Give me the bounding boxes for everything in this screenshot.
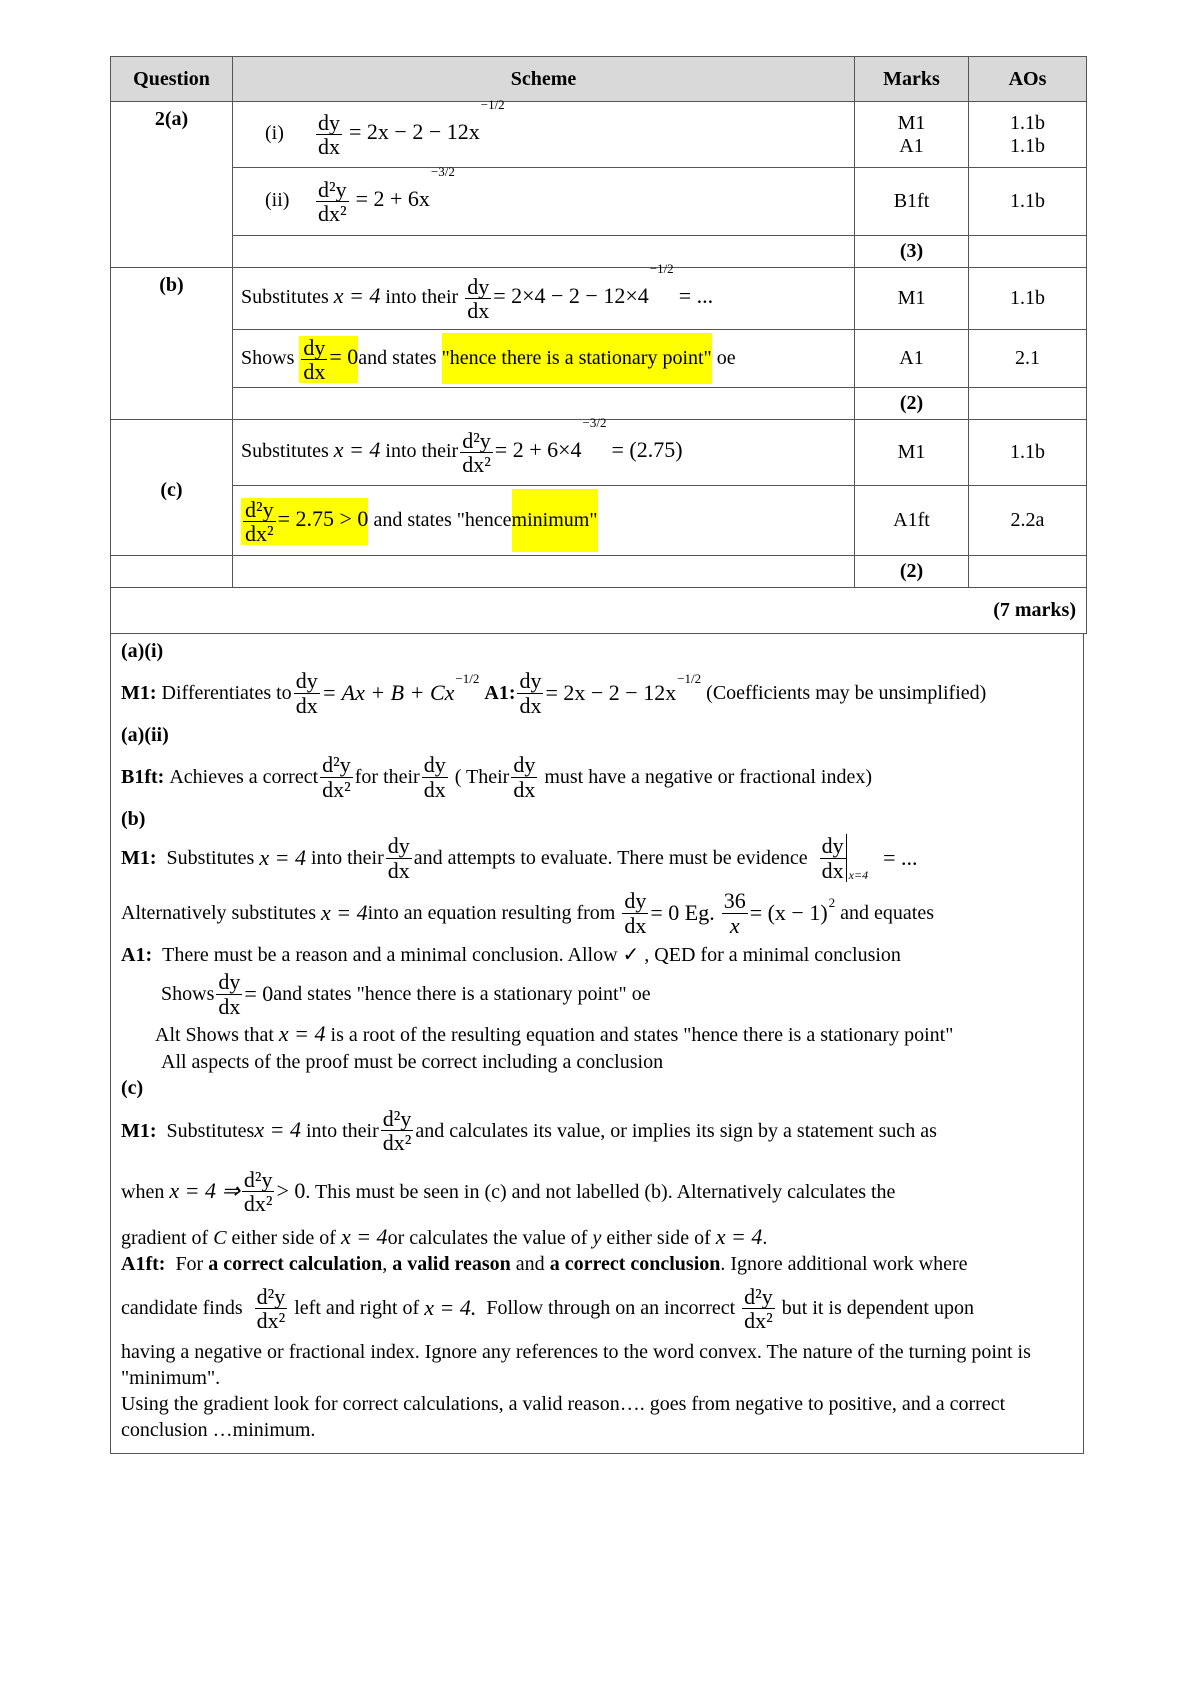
aos-2b-2: 2.1 xyxy=(969,330,1087,388)
total-marks: (7 marks) xyxy=(111,588,1087,634)
row-2a-subtotal xyxy=(111,236,1087,268)
header-question: Question xyxy=(111,57,233,102)
row-2c-subtotal xyxy=(111,556,1087,588)
dydx-fraction: $\frac{dy}{dx}$ xyxy=(318,109,340,159)
notes-allaspects: All aspects of the proof must be correct including a conclusion xyxy=(161,1050,664,1073)
highlight-second-derivative: $\frac{\text{d²y}}{\text{dx²}}$ = 2.75 > 0 xyxy=(241,498,368,545)
row-2b-1 xyxy=(111,268,1087,330)
notes-ca1-line: A1ft: For a correct calculation, a valid reason and a correct conclusion. Ignore additional work where xyxy=(121,1253,968,1276)
scheme-2a-ii: (ii) $\frac{\text{d²y}}{\text{dx²}}$ = 2 + 6x−3/2 xyxy=(233,168,855,236)
subtotal-2c: (2) xyxy=(855,556,969,588)
mark-scheme-page xyxy=(110,56,1086,1454)
notes-when-line: when x = 4 ⇒ $\frac{\text{d²y}}{\text{dx²}}$ > 0 . This must be seen in (c) and not labelled (b). Alternatively calculates the xyxy=(121,1167,896,1217)
header-scheme: Scheme xyxy=(233,57,855,102)
highlight-stationary-point: "hence there is a stationary point" xyxy=(442,333,712,384)
row-total xyxy=(111,588,1087,634)
row-2c-1 xyxy=(111,420,1087,486)
notes-alt-line: Alternatively substitutes x = 4 into an equation resulting from $\frac{dy}{dx}$ = 0 Eg. $\frac{36}{x}$ = (x − 1) 2 and equates xyxy=(121,888,935,938)
subtotal-2a: (3) xyxy=(855,236,969,268)
notes-candidate-line: candidate finds $\frac{\text{d²y}}{\text{dx²}}$ left and right of x = 4. Follow through on an incorrect $\frac{\text{d²y}}{\text{dx²}}$ but it is dependent upon xyxy=(121,1283,974,1333)
marks-2b-1: M1 xyxy=(855,268,969,330)
notes-c-heading: (c) xyxy=(121,1076,144,1099)
notes-ai-heading: (a)(i) xyxy=(121,640,164,662)
row-2a-i xyxy=(111,102,1087,168)
notes-shows-line: Shows $\frac{dy}{dx}$ = 0 and states "hence there is a stationary point" oe xyxy=(161,969,651,1019)
aos-2a-i: 1.1b 1.1b xyxy=(969,102,1087,168)
notes-using: Using the gradient look for correct calculations, a valid reason…. goes from negative to positive, and a correct conclusion …minimum. xyxy=(121,1393,1006,1442)
marks-2c-2: A1ft xyxy=(855,486,969,556)
notes-gradient-line: gradient of C either side of x = 4or calculates the value of y either side of x = 4. xyxy=(121,1223,768,1249)
marks-2b-2: A1 xyxy=(855,330,969,388)
d2ydx2-fraction: $\frac{\text{d²y}}{\text{dx²}}$ xyxy=(318,176,347,226)
notes-ba1-line: A1: There must be a reason and a minimal conclusion. Allow ✓ , QED for a minimal conclusion xyxy=(121,944,901,966)
aos-2c-2: 2.2a xyxy=(969,486,1087,556)
notes-b-heading: (b) xyxy=(121,808,146,830)
question-2c-label: (c) xyxy=(111,420,233,556)
row-2c-2 xyxy=(111,486,1087,556)
highlight-minimum: minimum" xyxy=(512,489,598,552)
header-aos: AOs xyxy=(969,57,1087,102)
scheme-2c-1: Substitutes x = 4 into their $\frac{\text{d²y}}{\text{dx²}}$ = 2 + 6×4−3/2 = (2.75) xyxy=(233,420,855,486)
marks-2a-i: M1 A1 xyxy=(855,102,969,168)
scheme-2c-2: $\frac{\text{d²y}}{\text{dx²}}$ = 2.75 > 0 and states "henceminimum" xyxy=(233,486,855,556)
notes-bm1-line: M1: Substitutes x = 4 into their $\frac{dy}{dx}$ and attempts to evaluate. There must be evidence $\frac{dy}{dx}$ x=4 = ... xyxy=(121,833,918,883)
row-2a-ii xyxy=(111,168,1087,236)
aos-2b-1: 1.1b xyxy=(969,268,1087,330)
notes-aii-heading: (a)(ii) xyxy=(121,724,169,746)
subtotal-2b: (2) xyxy=(855,388,969,420)
marks-2c-1: M1 xyxy=(855,420,969,486)
question-2b-label: (b) xyxy=(111,268,233,420)
scheme-2b-2: Shows $\frac{dy}{dx}$ = 0and states "hence there is a stationary point" oe xyxy=(233,330,855,388)
header-row xyxy=(111,57,1087,102)
marks-2a-ii: B1ft xyxy=(855,168,969,236)
scheme-2a-i: (i) $\frac{dy}{dx}$ = 2x − 2 − 12x−1/2 xyxy=(233,102,855,168)
notes-altshows-line: Alt Shows that x = 4 is a root of the resulting equation and states "hence there is a stationary point" xyxy=(155,1021,954,1046)
question-2a-label: 2(a) xyxy=(111,102,233,268)
scheme-2b-1: Substitutes x = 4 into their $\frac{dy}{dx}$ = 2×4 − 2 − 12×4−1/2 = ... xyxy=(233,268,855,330)
notes-cm1-line: M1: Substitutes x = 4 into their $\frac{\text{d²y}}{\text{dx²}}$ and calculates its value, or implies its sign by a statement such as xyxy=(121,1106,937,1156)
header-marks: Marks xyxy=(855,57,969,102)
aos-2c-1: 1.1b xyxy=(969,420,1087,486)
highlight-dydx-zero: $\frac{dy}{dx}$ = 0 xyxy=(299,336,358,383)
notes-m1-line: M1: Differentiates to $\frac{dy}{dx}$ = Ax + B + Cx −1/2 A1: $\frac{dy}{dx}$ = 2x − 2 − 12x −1/2 (Coefficients may be unsimplified) xyxy=(121,668,987,718)
row-2b-2 xyxy=(111,330,1087,388)
notes-having: having a negative or fractional index. Ignore any references to the word convex. The nature of the turning point is "minimum". xyxy=(121,1341,1031,1390)
aos-2a-ii: 1.1b xyxy=(969,168,1087,236)
guidance-notes xyxy=(110,634,1084,1454)
scheme-table xyxy=(110,56,1087,634)
notes-b1-line: B1ft: Achieves a correct $\frac{\text{d²y}}{\text{dx²}}$ for their $\frac{dy}{dx}$ ( Their $\frac{dy}{dx}$ must have a negative or fractional index) xyxy=(121,752,872,802)
